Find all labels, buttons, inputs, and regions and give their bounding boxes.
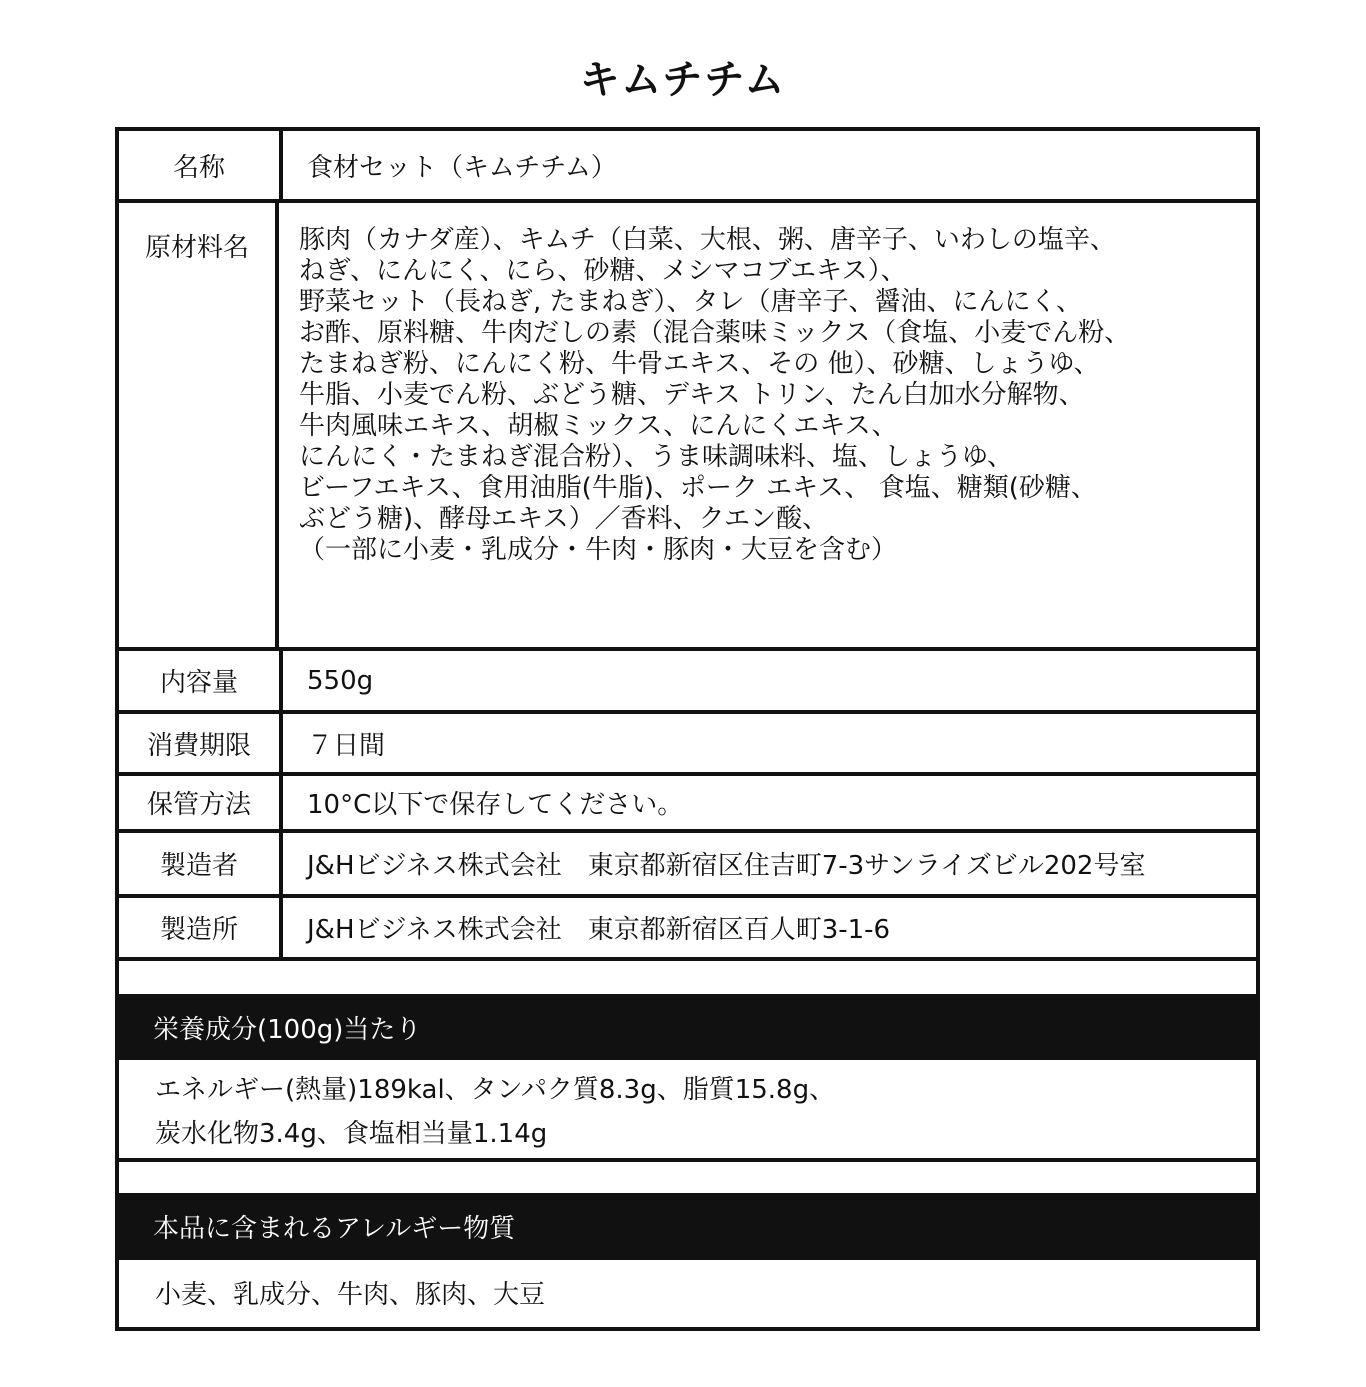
volume-label: 内容量: [119, 651, 283, 710]
name-label: 名称: [119, 131, 283, 199]
allergen-heading: 本品に含まれるアレルギー物質: [115, 1193, 1260, 1260]
ingredients-line: ねぎ、にんにく、にら、砂糖、メシマコブエキス）、: [299, 256, 907, 286]
ingredients-line: 牛肉風味エキス、胡椒ミックス、にんにくエキス、: [299, 411, 898, 441]
row-maker: [119, 833, 1256, 898]
storage-value: 10°C以下で保存してください。: [307, 790, 684, 820]
name-value: 食材セット（キムチチム）: [307, 152, 617, 183]
factory-value: J&Hビジネス株式会社 東京都新宿区百人町3-1-6: [307, 915, 891, 945]
row-volume: [119, 651, 1256, 714]
expiry-label: 消費期限: [119, 714, 283, 772]
row-name: [119, 131, 1256, 203]
nutrition-divider: [119, 1158, 1256, 1162]
maker-value: J&Hビジネス株式会社 東京都新宿区住吉町7-3サンライズビル202号室: [307, 851, 1146, 881]
ingredients-line: ぶどう糖)、酵母エキス）／香料、クエン酸、: [299, 504, 829, 534]
ingredients-line: 野菜セット（長ねぎ, たまねぎ）、タレ（唐辛子、醤油、にんにく、: [299, 287, 1083, 317]
row-storage: [119, 776, 1256, 833]
factory-label: 製造所: [119, 898, 283, 957]
ingredients-line: ビーフエキス、食用油脂(牛脂)、ポーク エキス、 食塩、糖類(砂糖、: [299, 473, 1097, 503]
ingredients-line: たまねぎ粉、にんにく粉、牛骨エキス、その 他）、砂糖、しょうゆ、: [299, 349, 1100, 379]
nutrition-line: エネルギー(熱量)189kal、タンパク質8.3g、脂質15.8g、: [155, 1075, 836, 1105]
storage-label: 保管方法: [119, 776, 283, 829]
ingredients-line: 牛脂、小麦でん粉、ぶどう糖、デキス トリン、たん白加水分解物、: [299, 380, 1085, 410]
expiry-value: ７日間: [307, 730, 386, 761]
ingredients-line: 豚肉（カナダ産）、キムチ（白菜、大根、粥、唐辛子、いわしの塩辛、: [299, 225, 1116, 255]
nutrition-line: 炭水化物3.4g、食塩相当量1.14g: [155, 1119, 548, 1149]
allergen-text: 小麦、乳成分、牛肉、豚肉、大豆: [155, 1280, 546, 1310]
ingredients-line: （一部に小麦・乳成分・牛肉・豚肉・大豆を含む）: [299, 535, 898, 565]
ingredients-value: [299, 225, 1130, 566]
row-factory: [119, 898, 1256, 961]
page-title: キムチチム: [579, 57, 787, 103]
row-ingredients: [119, 203, 1256, 651]
nutrition-heading: 栄養成分(100g)当たり: [115, 994, 1260, 1060]
maker-label: 製造者: [119, 833, 283, 894]
volume-value: 550g: [307, 665, 374, 696]
ingredients-label: 原材料名: [119, 203, 279, 647]
row-expiry: [119, 714, 1256, 776]
ingredients-line: お酢、原料糖、牛肉だしの素（混合薬味ミックス（食塩、小麦でん粉、: [299, 318, 1131, 348]
ingredients-line: にんにく・たまねぎ混合粉）、うま味調味料、塩、しょうゆ、: [299, 442, 1013, 472]
product-label-table: [115, 127, 1260, 1331]
